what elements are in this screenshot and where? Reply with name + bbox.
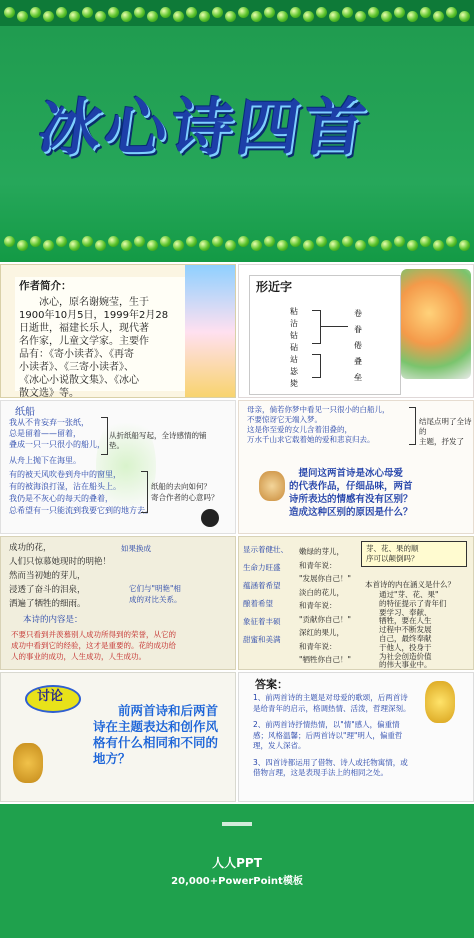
explain-line: 的伟大事业中。 [379, 660, 432, 670]
decorative-dot [173, 11, 184, 22]
poem-line: "贡献你自己！" [299, 614, 351, 624]
decorative-dot [394, 236, 405, 247]
decorative-dot [446, 7, 457, 18]
question-line: 的代表作品，仔细品味，两首 [289, 481, 413, 492]
discuss-question [93, 703, 218, 767]
decorative-dot [407, 11, 418, 22]
right-character: 卷 [354, 309, 362, 318]
left-character: 站 [290, 355, 298, 364]
right-characters [354, 306, 362, 386]
bracket [312, 310, 321, 344]
fruit-poem-slide [238, 536, 474, 670]
answer-slide [238, 672, 474, 802]
decorative-dot [160, 7, 171, 18]
decorative-dot [368, 236, 379, 247]
note-line: 纸船的去向如何？ [151, 482, 211, 491]
similar-characters-slide [238, 264, 474, 398]
author-text-line: 日逝世，福建长乐人，现代著 [19, 323, 149, 334]
label-line: 酿着希望 [243, 599, 273, 608]
label-line: 生命力旺盛 [243, 563, 281, 572]
decorative-dot [17, 240, 28, 251]
decorative-dot [316, 7, 327, 18]
decorative-dot [43, 240, 54, 251]
fruit-right-text [379, 591, 447, 670]
answer-heading: 答案： [255, 678, 288, 691]
answer-item: 3、四首诗都运用了借物、诗人或托物寓情，或借物言理，这是表现手法上的相同之处。 [253, 757, 408, 777]
boat-lines-bottom [9, 469, 153, 517]
decorative-dot [225, 240, 236, 251]
decorative-dot [4, 7, 15, 18]
footer-tagline: 20,000+PowerPoint模板 [171, 876, 303, 887]
decorative-dot [316, 236, 327, 247]
decorative-dot [30, 7, 41, 18]
discuss-label: 讨论 [37, 689, 64, 704]
decorative-dot [147, 11, 158, 22]
answer-line: 成功中看到它的经验，这才是重要的。花的成功给 [11, 641, 176, 650]
flower-note-1 [121, 541, 151, 556]
right-character: 倦 [354, 341, 362, 350]
note-line: 结尾点明了全诗的 [419, 417, 472, 436]
boat-title: 纸船 [15, 407, 35, 418]
page-title: 冰心诗四首 [34, 91, 375, 164]
paper-boat-slide [0, 400, 236, 534]
label-line: 甜蜜和美满 [243, 635, 281, 644]
poem-note [419, 417, 473, 447]
label-line: 象征着丰硕 [243, 617, 281, 626]
bracket [101, 417, 108, 455]
discussion-slide [0, 672, 236, 802]
decorative-dot [4, 236, 15, 247]
decorative-dots-bottom [0, 236, 474, 254]
title-slide [0, 0, 474, 262]
question-line: 前两首诗和后两首 [93, 703, 219, 718]
bracket [141, 471, 148, 513]
decorative-dot [186, 236, 197, 247]
decorative-dot [134, 7, 145, 18]
poem-line: 有的被天风吹卷到舟中的窗里， [9, 470, 121, 479]
decorative-dot [199, 11, 210, 22]
poem-line: 这是你至爱的女儿含着泪叠的， [247, 425, 352, 434]
poem-line: 有的被海浪打湿，沾在船头上。 [9, 482, 121, 491]
decorative-dot [212, 236, 223, 247]
fruit-question: 本首诗的内在涵义是什么？ [365, 580, 455, 589]
connector [320, 326, 348, 327]
decorative-dot [420, 7, 431, 18]
decorative-dot [303, 11, 314, 22]
question-line: 诗在主题表达和创作风 [93, 719, 219, 734]
note-line: 从折纸船写起，全诗感情的铺 [109, 431, 207, 440]
left-character: 毙 [290, 379, 298, 388]
explain-line: 要学习、奉献、 [379, 607, 432, 617]
decorative-dot [225, 11, 236, 22]
decorative-dot [264, 236, 275, 247]
question-line: 诗所表达的情感有没有区别？ [289, 494, 413, 505]
decorative-dot [121, 240, 132, 251]
decorative-dot [381, 240, 392, 251]
flower-poem-slide [0, 536, 236, 670]
decorative-dot [121, 11, 132, 22]
answer-item: 2、前两首诗抒情热情，以"情"感人，偏重情感；风格温馨；后两首诗以"理"明人，偏重哲理，发人深省。 [253, 720, 403, 750]
form-heading: 形近字 [256, 280, 293, 294]
decorative-dot [433, 11, 444, 22]
left-character: 钻 [290, 331, 298, 340]
decorative-dot [95, 240, 106, 251]
author-text-line: 冰心，原名谢婉莹，生于 [19, 297, 149, 308]
note-line: 垫。 [109, 441, 124, 450]
poem-line: 总希望有一只能流到我要它到的地方去。 [9, 506, 153, 515]
poem-line: 淡白的花儿， [299, 587, 344, 597]
note-line: 主题，抒发了 [419, 437, 464, 446]
poem-line: 嫩绿的芽儿， [299, 547, 344, 556]
poem-line: 母亲，倘若你梦中看见一只很小的白船儿， [247, 405, 390, 414]
decorative-dot [303, 240, 314, 251]
fruit-mid-lines [299, 545, 351, 667]
box-line: 序可以颠倒吗？ [366, 554, 419, 563]
poem-line: 浸透了奋斗的泪泉， [9, 585, 86, 595]
decorative-dot [186, 7, 197, 18]
explain-line: 于他人，投身于 [379, 642, 432, 652]
footer-brand: 人人PPT [212, 856, 262, 870]
author-text-line: 名作家，儿童文学家。主要作 [19, 336, 149, 347]
decorative-dot [277, 11, 288, 22]
decorative-dot [199, 240, 210, 251]
decorative-dot [69, 240, 80, 251]
question-line: 造成这种区别的原因是什么？ [289, 507, 413, 518]
question-line: 提问这两首诗是冰心母爱 [289, 468, 404, 479]
explain-line: 过程中不断发展 [379, 625, 432, 635]
poem-line: 我从不肯妄弃一张纸， [9, 418, 89, 427]
flower-note-2 [129, 583, 182, 605]
explain-line: 为社会创造价值 [379, 651, 432, 661]
decorative-dot [95, 11, 106, 22]
decorative-dot [342, 236, 353, 247]
poem-2-slide [238, 400, 474, 534]
decorative-dot [56, 7, 67, 18]
decorative-dot [459, 11, 470, 22]
decorative-dot [17, 11, 28, 22]
decorative-dot [147, 240, 158, 251]
explain-line: 牺牲，要在人生 [379, 616, 432, 626]
decorative-dot [420, 236, 431, 247]
decorative-dot [238, 236, 249, 247]
decorative-dot [355, 240, 366, 251]
author-text [19, 296, 185, 398]
label-line: 蕴涵着希望 [243, 581, 281, 590]
flower-answer [11, 629, 176, 662]
decorative-dot [82, 7, 93, 18]
left-character: 粘 [290, 307, 298, 316]
decorative-dot [108, 7, 119, 18]
explain-line: 通过"芽、花、果" [379, 590, 439, 599]
decorative-dot [251, 240, 262, 251]
poem-line: "发展你自己！" [299, 574, 351, 583]
answer-line: 不要只看到并羡慕别人成功所得到的荣誉，从它的 [11, 630, 176, 639]
poem-line: 和青年说： [299, 560, 337, 570]
decorative-dot [264, 7, 275, 18]
left-character: 毖 [290, 367, 298, 376]
footer [0, 804, 474, 938]
decorative-dot [290, 7, 301, 18]
left-characters [290, 306, 298, 390]
decorative-dot [394, 7, 405, 18]
decorative-dot [342, 7, 353, 18]
explain-line: 自己，最终奉献 [379, 633, 432, 643]
question-line: 地方？ [93, 751, 131, 766]
character-frame [249, 275, 401, 395]
poem-line: 然而当初她的芽儿， [9, 571, 86, 581]
worker-icon [425, 681, 455, 723]
label-line: 显示着健壮、 [243, 545, 288, 554]
decorative-dot [433, 240, 444, 251]
answer-line: 人的事业的成功，人生成功，人生成功。 [11, 652, 146, 661]
decorative-dot [368, 7, 379, 18]
fruit-question-box [361, 541, 467, 567]
right-character: 垒 [354, 373, 362, 382]
decorative-dot [69, 11, 80, 22]
decorative-dot [238, 7, 249, 18]
question-line: 格有什么相同和不同的 [93, 735, 219, 750]
left-character: 砧 [290, 343, 298, 352]
note-line: 它们与"明艳"相 [129, 584, 181, 593]
right-character: 叠 [354, 357, 362, 366]
note-line: 如果换成 [121, 544, 151, 553]
explain-line: 的特征提示了青年们 [379, 598, 447, 608]
decorative-dot [329, 11, 340, 22]
flower-poem-lines [9, 541, 111, 611]
decorative-dot [329, 240, 340, 251]
author-text-box [15, 277, 185, 398]
decorative-dot [446, 236, 457, 247]
poem-line: 万水千山求它载着她的爱和悲哀归去。 [247, 435, 375, 444]
bracket [312, 354, 321, 378]
poem-line: 我仍是不灰心的每天的叠着， [9, 494, 113, 503]
poem-line: 成功的花， [9, 543, 52, 553]
poem-line: "牺牲你自己！" [299, 655, 351, 664]
poem-line: 深红的果儿， [299, 628, 344, 637]
boat-note-2 [151, 481, 219, 503]
left-character: 沾 [290, 319, 298, 328]
poem-line: 洒遍了牺牲的细雨。 [9, 599, 86, 609]
discussion-question [289, 467, 413, 519]
decorative-dot [82, 236, 93, 247]
decorative-dots-top [0, 7, 474, 25]
decorative-dot [160, 236, 171, 247]
decorative-dot [173, 240, 184, 251]
author-intro-slide [0, 264, 236, 398]
author-text-line: 《冰心小说散文集》、《冰心 [19, 375, 139, 386]
decorative-dot [251, 11, 262, 22]
author-text-line: 品有：《寄小读者》、《再寄 [19, 349, 134, 360]
fruit-left-labels [243, 545, 288, 653]
right-character: 眷 [354, 325, 362, 334]
boat-note-1 [109, 431, 207, 451]
decorative-dot [407, 240, 418, 251]
poem-lines [247, 405, 390, 445]
bracket [409, 407, 416, 445]
note-line: 成的对比关系。 [129, 595, 182, 604]
cat-icon [13, 743, 43, 783]
decorative-dot [108, 236, 119, 247]
logo-mark [222, 822, 252, 826]
poem-line: 和青年说： [299, 601, 337, 610]
author-text-line: 小读者》、《三寄小读者》、 [19, 362, 134, 373]
poem-line: 总是留着——留着， [9, 429, 81, 438]
decorative-dot [459, 240, 470, 251]
fruit-picture [401, 269, 471, 379]
flower-question: 本诗的内容是： [23, 615, 83, 625]
decorative-dot [355, 11, 366, 22]
answer-item: 1、前两首诗的主题是对母爱的歌颂，后两首诗是给青年的启示，格调热情、活泼，哲理深刻。 [253, 693, 411, 713]
boat-line-mid: 从舟上抛下在海里。 [9, 456, 81, 465]
author-text-line: 1900年10月5日，1999年2月28 [19, 310, 169, 321]
poem-line: 和青年说： [299, 641, 337, 651]
poem-line: 人们只惊慕她现时的明艳！ [9, 557, 112, 567]
author-heading: 作者简介： [19, 280, 72, 292]
penguin-icon [201, 509, 219, 527]
decorative-dot [212, 7, 223, 18]
boat-lines-top [9, 417, 105, 450]
decorative-dot [134, 236, 145, 247]
decorative-dot [56, 236, 67, 247]
decorative-dot [277, 240, 288, 251]
poem-line: 不要惊讶它无端入梦。 [247, 415, 322, 424]
poem-line: 叠成一只一只很小的船儿， [9, 440, 105, 449]
box-line: 芽、花、果的顺 [366, 544, 419, 553]
answer-items [253, 693, 411, 785]
cat-icon [259, 471, 285, 501]
author-text-line: 散文选》等。 [19, 388, 79, 398]
decorative-dot [30, 236, 41, 247]
decorative-dot [290, 236, 301, 247]
decorative-dot [43, 11, 54, 22]
note-line: 寄合作者的心意吗？ [151, 493, 219, 502]
decorative-picture [185, 265, 235, 398]
decorative-dot [381, 11, 392, 22]
